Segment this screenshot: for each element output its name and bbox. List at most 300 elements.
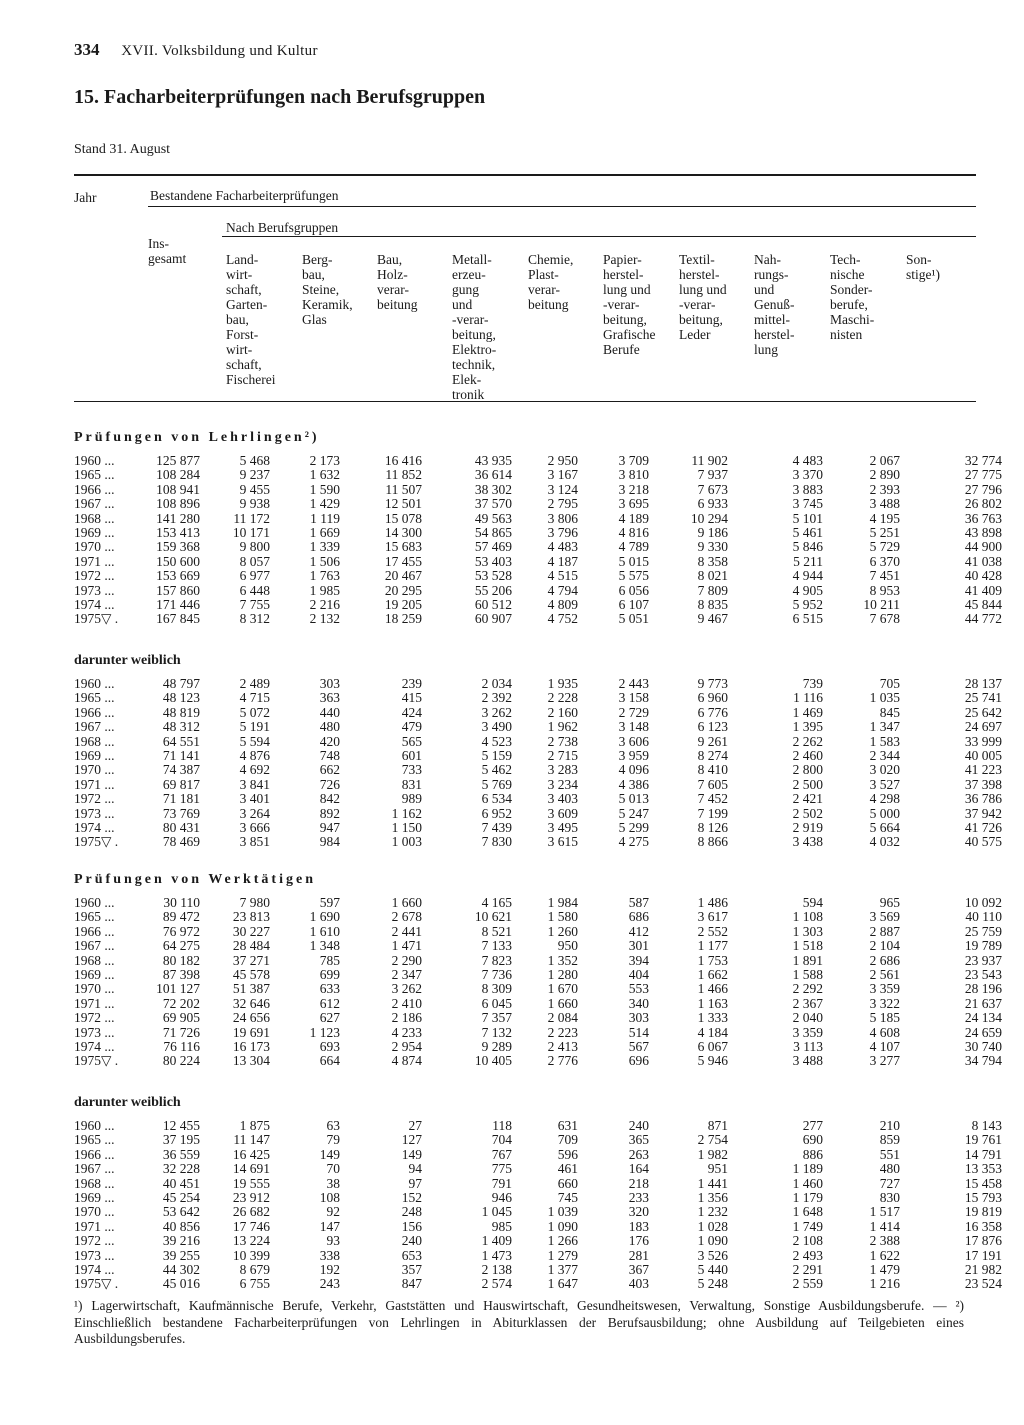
value-cell: 80 182 — [162, 952, 200, 968]
value-cell: 73 769 — [162, 805, 200, 821]
value-cell: 218 — [628, 1175, 649, 1191]
value-cell: 6 933 — [697, 496, 728, 512]
value-cell: 9 455 — [239, 481, 270, 497]
value-cell: 4 298 — [869, 791, 900, 807]
value-cell: 633 — [319, 981, 340, 997]
value-cell: 2 443 — [618, 676, 649, 691]
value-cell: 48 123 — [162, 690, 200, 706]
value-cell: 965 — [879, 895, 900, 910]
value-cell: 660 — [557, 1175, 578, 1191]
value-cell: 49 563 — [474, 510, 512, 526]
value-cell: 775 — [491, 1161, 512, 1177]
value-cell: 4 816 — [618, 524, 649, 540]
value-cell: 147 — [319, 1218, 340, 1234]
section-lehrlinge — [74, 430, 1002, 627]
value-cell: 12 501 — [384, 496, 422, 512]
value-cell: 950 — [557, 938, 578, 954]
value-cell: 3 615 — [547, 834, 578, 850]
value-cell: 2 186 — [391, 1010, 422, 1026]
year-cell: 1973 ... — [74, 582, 115, 598]
value-cell: 210 — [879, 1118, 900, 1133]
value-cell: 1 753 — [697, 952, 728, 968]
value-cell: 3 709 — [618, 453, 649, 468]
value-cell: 631 — [557, 1118, 578, 1133]
value-cell: 48 797 — [162, 676, 200, 691]
value-cell: 41 409 — [964, 582, 1002, 598]
value-cell: 4 096 — [618, 762, 649, 778]
value-cell: 9 289 — [481, 1038, 512, 1054]
value-cell: 1 935 — [547, 676, 578, 691]
value-cell: 1 648 — [792, 1204, 823, 1220]
value-cell: 699 — [319, 966, 340, 982]
value-cell: 4 523 — [481, 733, 512, 749]
value-cell: 45 844 — [964, 596, 1002, 612]
value-cell: 514 — [628, 1024, 649, 1040]
value-cell: 1 588 — [792, 966, 823, 982]
year-cell: 1971 ... — [74, 995, 115, 1011]
year-cell: 1965 ... — [74, 909, 115, 925]
value-cell: 871 — [707, 1118, 728, 1133]
table-row — [74, 1146, 1002, 1162]
value-cell: 11 852 — [385, 467, 422, 483]
year-cell: 1973 ... — [74, 805, 115, 821]
value-cell: 92 — [326, 1204, 340, 1220]
value-cell: 3 851 — [239, 834, 270, 850]
year-cell: 1969 ... — [74, 1189, 115, 1205]
value-cell: 5 729 — [869, 539, 900, 555]
value-cell: 51 387 — [232, 981, 270, 997]
value-cell: 2 347 — [391, 966, 422, 982]
value-cell: 830 — [879, 1189, 900, 1205]
value-cell: 739 — [802, 676, 823, 691]
value-cell: 8 143 — [971, 1118, 1002, 1133]
header-bergbau: Berg- bau, Steine, Keramik, Glas — [302, 252, 353, 327]
value-cell: 1 035 — [869, 690, 900, 706]
value-cell: 2 344 — [869, 747, 900, 763]
value-cell: 30 227 — [232, 923, 270, 939]
value-cell: 3 569 — [869, 909, 900, 925]
value-cell: 4 692 — [239, 762, 270, 778]
value-cell: 40 428 — [964, 568, 1002, 584]
value-cell: 1 662 — [697, 966, 728, 982]
table-row — [74, 1010, 1002, 1026]
value-cell: 157 860 — [156, 582, 200, 598]
value-cell: 686 — [628, 909, 649, 925]
value-cell: 1 469 — [792, 704, 823, 720]
value-cell: 7 678 — [869, 611, 900, 627]
value-cell: 662 — [319, 762, 340, 778]
value-cell: 1 690 — [309, 909, 340, 925]
value-cell: 303 — [319, 676, 340, 691]
value-cell: 4 715 — [239, 690, 270, 706]
value-cell: 2 413 — [547, 1038, 578, 1054]
value-cell: 2 067 — [869, 453, 900, 468]
value-cell: 1 669 — [309, 524, 340, 540]
value-cell: 44 302 — [162, 1261, 200, 1277]
year-cell: 1965 ... — [74, 1132, 115, 1148]
value-cell: 1 891 — [792, 952, 823, 968]
value-cell: 41 223 — [964, 762, 1002, 778]
section-title: Prüfungen von Werktätigen — [74, 872, 316, 887]
value-cell: 37 570 — [474, 496, 512, 512]
value-cell: 18 259 — [384, 611, 422, 627]
value-cell: 1 090 — [697, 1233, 728, 1249]
value-cell: 1 610 — [309, 923, 340, 939]
year-cell: 1960 ... — [74, 453, 115, 468]
value-cell: 1 179 — [792, 1189, 823, 1205]
value-cell: 63 — [326, 1118, 340, 1133]
year-cell: 1968 ... — [74, 952, 115, 968]
year-cell: 1969 ... — [74, 747, 115, 763]
value-cell: 1 303 — [792, 923, 823, 939]
value-cell: 6 448 — [239, 582, 270, 598]
value-cell: 4 483 — [792, 453, 823, 468]
header-technische: Tech- nische Sonder- berufe, Maschi- nisten — [830, 252, 875, 342]
value-cell: 2 441 — [391, 923, 422, 939]
value-cell: 1 162 — [391, 805, 422, 821]
value-cell: 3 526 — [697, 1247, 728, 1263]
value-cell: 153 413 — [156, 524, 200, 540]
value-cell: 13 224 — [232, 1233, 270, 1249]
value-cell: 3 370 — [792, 467, 823, 483]
value-cell: 240 — [628, 1118, 649, 1133]
value-cell: 23 912 — [232, 1189, 270, 1205]
section-lehrlinge-weiblich — [74, 653, 1002, 850]
value-cell: 461 — [557, 1161, 578, 1177]
value-cell: 6 960 — [697, 690, 728, 706]
value-cell: 2 421 — [792, 791, 823, 807]
value-cell: 7 980 — [239, 895, 270, 910]
value-cell: 2 262 — [792, 733, 823, 749]
value-cell: 3 113 — [793, 1038, 823, 1054]
table-row — [74, 1261, 1002, 1277]
table-row — [74, 1024, 1002, 1040]
value-cell: 726 — [319, 776, 340, 792]
value-cell: 14 791 — [964, 1146, 1002, 1162]
value-cell: 69 905 — [162, 1010, 200, 1026]
value-cell: 80 431 — [162, 819, 200, 835]
value-cell: 8 309 — [481, 981, 512, 997]
value-cell: 4 233 — [391, 1024, 422, 1040]
value-cell: 3 167 — [547, 467, 578, 483]
value-cell: 24 659 — [964, 1024, 1002, 1040]
value-cell: 1 377 — [547, 1261, 578, 1277]
value-cell: 44 772 — [964, 611, 1002, 627]
value-cell: 3 218 — [618, 481, 649, 497]
value-cell: 3 959 — [618, 747, 649, 763]
value-cell: 125 877 — [156, 453, 200, 468]
section-rows — [74, 1118, 1002, 1292]
value-cell: 4 386 — [618, 776, 649, 792]
value-cell: 5 000 — [869, 805, 900, 821]
value-cell: 1 347 — [869, 719, 900, 735]
value-cell: 1 266 — [547, 1233, 578, 1249]
value-cell: 80 224 — [162, 1053, 200, 1069]
value-cell: 78 469 — [162, 834, 200, 850]
value-cell: 420 — [319, 733, 340, 749]
value-cell: 27 — [408, 1118, 422, 1133]
value-cell: 2 460 — [792, 747, 823, 763]
year-cell: 1975▽ . — [74, 1053, 119, 1069]
year-cell: 1974 ... — [74, 1261, 115, 1277]
value-cell: 1 670 — [547, 981, 578, 997]
value-cell: 2 887 — [869, 923, 900, 939]
year-cell: 1967 ... — [74, 938, 115, 954]
value-cell: 24 656 — [232, 1010, 270, 1026]
value-cell: 44 900 — [964, 539, 1002, 555]
value-cell: 30 740 — [964, 1038, 1002, 1054]
value-cell: 5 051 — [618, 611, 649, 627]
value-cell: 1 429 — [309, 496, 340, 512]
value-cell: 40 110 — [965, 909, 1002, 925]
header-papier: Papier- herstel- lung und -verar- beitung, Grafische Berufe — [603, 252, 656, 357]
value-cell: 1 356 — [697, 1189, 728, 1205]
value-cell: 19 205 — [384, 596, 422, 612]
value-cell: 40 575 — [964, 834, 1002, 850]
value-cell: 19 819 — [964, 1204, 1002, 1220]
value-cell: 8 679 — [239, 1261, 270, 1277]
value-cell: 2 561 — [869, 966, 900, 982]
value-cell: 1 189 — [792, 1161, 823, 1177]
table-row — [74, 510, 1002, 526]
value-cell: 709 — [557, 1132, 578, 1148]
value-cell: 37 195 — [162, 1132, 200, 1148]
top-rule — [74, 174, 976, 176]
table-row — [74, 481, 1002, 497]
year-cell: 1974 ... — [74, 819, 115, 835]
value-cell: 1 763 — [309, 568, 340, 584]
value-cell: 3 283 — [547, 762, 578, 778]
value-cell: 1 260 — [547, 923, 578, 939]
value-cell: 1 339 — [309, 539, 340, 555]
table-row — [74, 1161, 1002, 1177]
table-row — [74, 496, 1002, 512]
section-heading: XVII. Volksbildung und Kultur — [121, 43, 318, 59]
value-cell: 36 614 — [474, 467, 512, 483]
value-cell: 745 — [557, 1189, 578, 1205]
value-cell: 15 078 — [384, 510, 422, 526]
value-cell: 2 367 — [792, 995, 823, 1011]
value-cell: 1 279 — [547, 1247, 578, 1263]
value-cell: 33 999 — [964, 733, 1002, 749]
value-cell: 831 — [401, 776, 422, 792]
value-cell: 240 — [401, 1233, 422, 1249]
value-cell: 1 486 — [697, 895, 728, 910]
value-cell: 338 — [319, 1247, 340, 1263]
value-cell: 627 — [319, 1010, 340, 1026]
value-cell: 36 559 — [162, 1146, 200, 1162]
value-cell: 3 234 — [547, 776, 578, 792]
table-row — [74, 834, 1002, 850]
header-metall: Metall- erzeu- gung und -verar- beitung, Elektro- technik, Elek- tronik — [452, 252, 497, 402]
section-rows — [74, 453, 1002, 627]
value-cell: 5 299 — [618, 819, 649, 835]
value-cell: 4 032 — [869, 834, 900, 850]
value-cell: 6 056 — [618, 582, 649, 598]
value-cell: 363 — [319, 690, 340, 706]
year-cell: 1966 ... — [74, 704, 115, 720]
running-header — [74, 40, 318, 60]
table-row — [74, 553, 1002, 569]
value-cell: 23 937 — [964, 952, 1002, 968]
value-cell: 403 — [628, 1276, 649, 1292]
table-row — [74, 938, 1002, 954]
value-cell: 2 552 — [697, 923, 728, 939]
value-cell: 733 — [401, 762, 422, 778]
value-cell: 1 395 — [792, 719, 823, 735]
value-cell: 281 — [628, 1247, 649, 1263]
value-cell: 440 — [319, 704, 340, 720]
table-row — [74, 895, 1002, 910]
value-cell: 6 067 — [697, 1038, 728, 1054]
value-cell: 2 678 — [391, 909, 422, 925]
value-cell: 7 451 — [869, 568, 900, 584]
year-cell: 1968 ... — [74, 510, 115, 526]
table-row — [74, 966, 1002, 982]
value-cell: 8 358 — [697, 553, 728, 569]
value-cell: 5 191 — [239, 719, 270, 735]
value-cell: 5 946 — [697, 1053, 728, 1069]
year-cell: 1973 ... — [74, 1247, 115, 1263]
table-row — [74, 1204, 1002, 1220]
value-cell: 5 440 — [697, 1261, 728, 1277]
value-cell: 9 467 — [697, 611, 728, 627]
value-cell: 32 646 — [232, 995, 270, 1011]
value-cell: 1 622 — [869, 1247, 900, 1263]
value-cell: 2 754 — [697, 1132, 728, 1148]
value-cell: 2 034 — [481, 676, 512, 691]
value-cell: 153 669 — [156, 568, 200, 584]
value-cell: 3 438 — [792, 834, 823, 850]
year-cell: 1973 ... — [74, 1024, 115, 1040]
value-cell: 5 461 — [792, 524, 823, 540]
value-cell: 565 — [401, 733, 422, 749]
table-row — [74, 1218, 1002, 1234]
value-cell: 1 348 — [309, 938, 340, 954]
value-cell: 2 040 — [792, 1010, 823, 1026]
value-cell: 2 729 — [618, 704, 649, 720]
year-cell: 1974 ... — [74, 1038, 115, 1054]
value-cell: 26 682 — [232, 1204, 270, 1220]
value-cell: 791 — [491, 1175, 512, 1191]
value-cell: 19 691 — [232, 1024, 270, 1040]
value-cell: 16 416 — [384, 453, 422, 468]
year-cell: 1965 ... — [74, 690, 115, 706]
value-cell: 551 — [879, 1146, 900, 1162]
value-cell: 60 512 — [474, 596, 512, 612]
value-cell: 1 028 — [697, 1218, 728, 1234]
value-cell: 690 — [802, 1132, 823, 1148]
year-cell: 1968 ... — [74, 1175, 115, 1191]
value-cell: 3 124 — [547, 481, 578, 497]
value-cell: 159 368 — [156, 539, 200, 555]
section-rows — [74, 676, 1002, 850]
value-cell: 69 817 — [162, 776, 200, 792]
value-cell: 108 896 — [156, 496, 200, 512]
value-cell: 9 237 — [239, 467, 270, 483]
value-cell: 5 248 — [697, 1276, 728, 1292]
table-row — [74, 805, 1002, 821]
value-cell: 1 985 — [309, 582, 340, 598]
table-row — [74, 719, 1002, 735]
value-cell: 2 574 — [481, 1276, 512, 1292]
year-cell: 1970 ... — [74, 1204, 115, 1220]
value-cell: 301 — [628, 938, 649, 954]
value-cell: 2 292 — [792, 981, 823, 997]
value-cell: 2 493 — [792, 1247, 823, 1263]
value-cell: 3 745 — [792, 496, 823, 512]
value-cell: 4 107 — [869, 1038, 900, 1054]
value-cell: 1 119 — [310, 510, 340, 526]
value-cell: 2 392 — [481, 690, 512, 706]
section-rows — [74, 895, 1002, 1069]
value-cell: 4 483 — [547, 539, 578, 555]
value-cell: 9 938 — [239, 496, 270, 512]
value-cell: 5 185 — [869, 1010, 900, 1026]
value-cell: 25 759 — [964, 923, 1002, 939]
value-cell: 1 333 — [697, 1010, 728, 1026]
value-cell: 152 — [401, 1189, 422, 1205]
value-cell: 3 695 — [618, 496, 649, 512]
table-row — [74, 1189, 1002, 1205]
value-cell: 9 186 — [697, 524, 728, 540]
value-cell: 3 020 — [869, 762, 900, 778]
value-cell: 596 — [557, 1146, 578, 1162]
value-cell: 2 108 — [792, 1233, 823, 1249]
value-cell: 845 — [879, 704, 900, 720]
table-row — [74, 1038, 1002, 1054]
value-cell: 3 666 — [239, 819, 270, 835]
value-cell: 2 223 — [547, 1024, 578, 1040]
value-cell: 20 467 — [384, 568, 422, 584]
value-cell: 41 726 — [964, 819, 1002, 835]
value-cell: 3 264 — [239, 805, 270, 821]
year-cell: 1971 ... — [74, 776, 115, 792]
value-cell: 1 045 — [481, 1204, 512, 1220]
value-cell: 1 962 — [547, 719, 578, 735]
value-cell: 25 642 — [964, 704, 1002, 720]
year-cell: 1975▽ . — [74, 611, 119, 627]
value-cell: 156 — [401, 1218, 422, 1234]
value-cell: 3 148 — [618, 719, 649, 735]
value-cell: 3 609 — [547, 805, 578, 821]
value-cell: 6 107 — [618, 596, 649, 612]
value-cell: 4 189 — [618, 510, 649, 526]
value-cell: 3 490 — [481, 719, 512, 735]
value-cell: 3 262 — [481, 704, 512, 720]
value-cell: 748 — [319, 747, 340, 763]
value-cell: 2 410 — [391, 995, 422, 1011]
value-cell: 5 251 — [869, 524, 900, 540]
value-cell: 34 794 — [964, 1053, 1002, 1069]
header-sonstige: Son- stige¹) — [906, 252, 941, 282]
value-cell: 2 800 — [792, 762, 823, 778]
table-row — [74, 1233, 1002, 1249]
value-cell: 53 528 — [474, 568, 512, 584]
value-cell: 3 806 — [547, 510, 578, 526]
value-cell: 8 021 — [697, 568, 728, 584]
value-cell: 15 793 — [964, 1189, 1002, 1205]
value-cell: 53 642 — [162, 1204, 200, 1220]
value-cell: 2 084 — [547, 1010, 578, 1026]
table-row — [74, 1132, 1002, 1148]
value-cell: 11 902 — [691, 453, 728, 468]
value-cell: 553 — [628, 981, 649, 997]
value-cell: 9 800 — [239, 539, 270, 555]
header-bottom-rule — [74, 401, 976, 402]
value-cell: 40 005 — [964, 747, 1002, 763]
value-cell: 32 228 — [162, 1161, 200, 1177]
